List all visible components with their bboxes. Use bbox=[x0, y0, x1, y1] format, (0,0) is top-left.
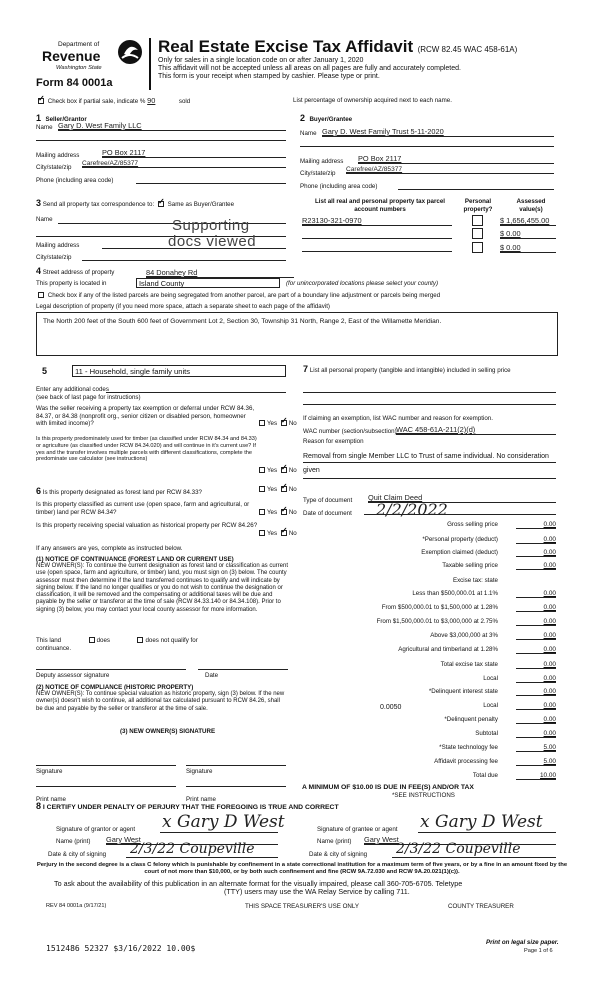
forest-yes-checkbox[interactable] bbox=[259, 486, 265, 492]
tax-row-label: From $1,500,000.01 to $3,000,000 at 2.75% bbox=[376, 618, 498, 625]
seller-city-label: City/state/zip bbox=[36, 164, 72, 171]
alt-format-line1: To ask about the availability of this publication in an alternate format for the visually impaired, please call 360-705-6705. Teletype bbox=[54, 879, 463, 888]
assessed-3[interactable]: $ 0.00 bbox=[500, 243, 556, 253]
seller-name-line2[interactable] bbox=[36, 140, 286, 141]
tax-row-amount[interactable]: 0.00 bbox=[516, 730, 556, 738]
notice-1: Only for sales in a single location code on or after January 1, 2020 bbox=[158, 57, 364, 64]
timber-answers: Yes ✓ No bbox=[257, 467, 297, 474]
segregated-checkbox[interactable] bbox=[38, 292, 44, 298]
tax-row-amount[interactable]: 0.00 bbox=[516, 688, 556, 696]
legal-desc-box[interactable] bbox=[36, 312, 558, 356]
notice-compliance-body: NEW OWNER(S): To continue special valuation as historic property, sign (3) below. If the new owner(s) doesn't wish to continue, all additional tax calculated pursuant to RCW 84.26, shall be due and payable by the seller or transferor at the time of sale. bbox=[36, 691, 285, 712]
doc-type-label: Type of document bbox=[303, 497, 353, 504]
alt-format-line2: (TTY) users may use the WA Relay Service by calling 711. bbox=[224, 887, 410, 896]
exemption-no-checkbox[interactable] bbox=[281, 420, 287, 426]
watermark-docs-viewed: docs viewed bbox=[168, 233, 257, 250]
deputy-signature-label: Deputy assessor signature bbox=[36, 672, 110, 679]
timber-yes-checkbox[interactable] bbox=[259, 467, 265, 473]
owner1-signature-label: Signature bbox=[36, 768, 63, 775]
segregated-row: Check box if any of the listed parcels are being segregated from another parcel, are part of a boundary line adjustment or parcels being merged bbox=[36, 292, 440, 299]
legal-size-note: Print on legal size paper. bbox=[486, 939, 559, 946]
tax-row-amount[interactable]: 0.00 bbox=[516, 549, 556, 557]
perjury-notice: Perjury in the second degree is a class C felony which is punishable by confinement in a state correctional institution for a maximum term of five years, or by a fine in an amount fixed by the court of not more than $10,000, or by both such confinement and fine (RCW 9A.72.030 and RCW 9A.20.021(1)(c)). bbox=[36, 862, 568, 875]
grantor-name-label: Name (print) bbox=[56, 838, 91, 845]
land-not-qualify-checkbox[interactable] bbox=[137, 637, 143, 643]
doc-date-label: Date of document bbox=[303, 510, 352, 517]
owner1-signature-line[interactable] bbox=[36, 765, 176, 766]
grantee-date-line[interactable] bbox=[392, 857, 556, 858]
corr-city-field[interactable] bbox=[82, 260, 286, 261]
personal-3-checkbox[interactable] bbox=[472, 242, 483, 253]
correspondence-row: 3 Send all property tax correspondence to: ✓ Same as Buyer/Grantee bbox=[36, 200, 234, 208]
exemption-wac-intro: If claiming an exemption, list WAC number and reason for exemption. bbox=[303, 415, 493, 422]
grantee-signature: x Gary D West bbox=[420, 812, 543, 832]
deputy-date-line[interactable] bbox=[198, 669, 288, 670]
deputy-signature-line[interactable] bbox=[36, 669, 186, 670]
personal-property-line2[interactable] bbox=[303, 404, 556, 405]
tax-row-label: Taxable selling price bbox=[442, 562, 498, 569]
parcel-col-header: List all real and personal property tax parcel account numbers bbox=[315, 198, 445, 213]
tax-row-label: Local bbox=[483, 675, 498, 682]
grantor-name-field[interactable]: Gary West bbox=[106, 835, 278, 845]
tax-row-label: *Delinquent penalty bbox=[444, 716, 498, 723]
partial-sale-label: Check box if partial sale, indicate % bbox=[47, 98, 146, 105]
tax-row-amount[interactable]: 0.00 bbox=[516, 675, 556, 683]
legal-desc-text: The North 200 feet of the South 600 feet of Government Lot 2, Section 30, Township 31 North, Range 2, East of the Willamette Meridian. bbox=[43, 318, 442, 325]
buyer-heading: 2 Buyer/Grantee bbox=[300, 113, 353, 123]
reason-field[interactable]: Removal from single Member LLC to Trust of same individual. No consideration given bbox=[303, 450, 556, 479]
wac-label: WAC number (section/subsection) bbox=[303, 428, 397, 435]
county-note: (for unincorporated locations please select your county) bbox=[286, 280, 439, 287]
grantee-date-label: Date & city of signing bbox=[309, 851, 368, 858]
grantee-name-field[interactable]: Gary West bbox=[364, 835, 556, 845]
new-owner-sig-heading: (3) NEW OWNER(S) SIGNATURE bbox=[120, 728, 216, 735]
forest-q1: 6 Is this property designated as forest land per RCW 84.33? bbox=[36, 486, 202, 496]
buyer-name-field[interactable]: Gary D. West Family Trust 5-11-2020 bbox=[322, 127, 554, 137]
land-does-checkbox[interactable] bbox=[89, 637, 95, 643]
current-use-yes-checkbox[interactable] bbox=[259, 509, 265, 515]
grantee-name-label: Name (print) bbox=[317, 838, 352, 845]
seller-mail-label: Mailing address bbox=[36, 152, 80, 159]
tax-row-amount[interactable]: 0.00 bbox=[516, 618, 556, 626]
corr-name-label: Name bbox=[36, 216, 53, 223]
owner2-signature-line[interactable] bbox=[186, 765, 286, 766]
grantor-signature: x Gary D West bbox=[162, 812, 285, 832]
revenue-swirl-icon bbox=[116, 38, 144, 66]
reason-label: Reason for exemption bbox=[303, 438, 364, 445]
header-divider bbox=[149, 38, 151, 90]
parcel-2[interactable] bbox=[302, 229, 452, 239]
grantee-sig-label: Signature of grantee or agent bbox=[317, 826, 398, 833]
page-number: Page 1 of 6 bbox=[524, 948, 553, 954]
deputy-date-label: Date bbox=[205, 672, 219, 679]
tax-row-label: *Delinquent interest state bbox=[428, 688, 498, 695]
treasurer-use: THIS SPACE TREASURER'S USE ONLY bbox=[245, 903, 359, 910]
dept-name: Revenue bbox=[42, 48, 101, 64]
tax-row-amount[interactable]: 0.00 bbox=[516, 604, 556, 612]
watermark-supporting: Supporting bbox=[172, 217, 250, 234]
continuance-label: continuance. bbox=[36, 645, 72, 652]
partial-sale-row bbox=[36, 97, 190, 105]
tax-row-amount[interactable]: 10.00 bbox=[516, 772, 556, 780]
seller-name-label: Name bbox=[36, 124, 53, 131]
current-use-no-checkbox[interactable] bbox=[281, 509, 287, 515]
parcel-1[interactable]: R23130-321-0970 bbox=[302, 216, 452, 226]
seller-heading: 1 Seller/Grantor bbox=[36, 113, 87, 123]
use-code-value: 11 - Household, single family units bbox=[75, 367, 191, 376]
page-title bbox=[158, 37, 517, 57]
county-select[interactable] bbox=[136, 278, 280, 288]
grantor-date-city: 2/3/22 Coupeville bbox=[130, 841, 255, 857]
owner2-print-label: Print name bbox=[186, 796, 216, 803]
personal-col-header: Personal property? bbox=[463, 198, 493, 213]
exemption-question: Was the seller receiving a property tax exemption or deferral under RCW 84.36, 84.37, or 84.38 (nonprofit org., senior citizen or disabled person, homeowner with limited income)? bbox=[36, 405, 255, 428]
tax-row-amount[interactable]: 0.00 bbox=[516, 536, 556, 544]
ownership-note: List percentage of ownership acquired next to each name. bbox=[293, 97, 452, 104]
historic-no-checkbox[interactable] bbox=[281, 530, 287, 536]
tax-row-label: Gross selling price bbox=[447, 521, 498, 528]
doc-type-field[interactable]: Quit Claim Deed bbox=[368, 493, 556, 503]
tax-row-label: Local bbox=[483, 702, 498, 709]
tax-row-label: Affidavit processing fee bbox=[434, 758, 498, 765]
tax-row-amount[interactable]: 5.00 bbox=[516, 744, 556, 752]
seller-name-field[interactable]: Gary D. West Family LLC bbox=[58, 121, 286, 131]
tax-row-amount[interactable]: 0.00 bbox=[516, 646, 556, 654]
tax-row-amount[interactable]: 0.00 bbox=[516, 632, 556, 640]
addl-codes-label: Enter any additional codes bbox=[36, 386, 109, 393]
exemption-answers: Yes ✓ No bbox=[257, 420, 297, 427]
buyer-mail-field[interactable]: PO Box 2117 bbox=[358, 154, 554, 164]
grantor-sig-line[interactable] bbox=[160, 832, 278, 833]
street-row: 4 Street address of property bbox=[36, 266, 115, 276]
assessed-col-header: Assessed value(s) bbox=[516, 198, 546, 213]
tax-row-label: Total excise tax state bbox=[440, 661, 498, 668]
personal-property-label: 7 List all personal property (tangible and intangible) included in selling price bbox=[303, 364, 511, 374]
owner2-print-line[interactable] bbox=[186, 786, 286, 787]
historic-yes-checkbox[interactable] bbox=[259, 530, 265, 536]
tax-row-amount[interactable]: 5.00 bbox=[516, 758, 556, 766]
buyer-city-field[interactable]: Carefree/AZ/85377 bbox=[346, 166, 554, 174]
certify-heading: 8 I CERTIFY UNDER PENALTY OF PERJURY THAT THE FOREGOING IS TRUE AND CORRECT bbox=[36, 801, 339, 811]
forest-no-checkbox[interactable] bbox=[281, 486, 287, 492]
tax-row-label: *State technology fee bbox=[439, 744, 498, 751]
forest-q3-answers: Yes ✓ No bbox=[257, 530, 297, 537]
grantee-date-city: 2/3/22 Coupeville bbox=[396, 841, 521, 857]
notice-3: This form is your receipt when stamped by cashier. Please type or print. bbox=[158, 73, 380, 80]
notice-continuance-body: NEW OWNER(S): To continue the current designation as forest land or classification as current use (open space, farm and agriculture, or timber) land, you must sign on (3) below. The county assessor must then determine if the land transferred continues to qualify and will indicate by signing below. If the land no longer qualifies or you do not wish to continue the designation or classification, it will be removed and the compensating or additional taxes will be due and payable by the seller or transferor at the time of sale (RCW 84.33.140 or 84.34.108). Prior to signing (3) below, you may contact your local county assessor for more information. bbox=[36, 563, 288, 613]
minimum-due-notice: A MINIMUM OF $10.00 IS DUE IN FEE(S) AND/OR TAX bbox=[302, 784, 474, 791]
notice-compliance-heading: (2) NOTICE OF COMPLIANCE (HISTORIC PROPERTY) bbox=[36, 684, 194, 691]
buyer-name-label: Name bbox=[300, 130, 317, 137]
tax-row-amount[interactable]: 0.00 bbox=[516, 521, 556, 529]
corr-city-label: City/state/zip bbox=[36, 254, 72, 261]
grantee-sig-line[interactable] bbox=[418, 832, 556, 833]
forest-q3: Is this property receiving special valuation as historical property per RCW 84.26? bbox=[36, 522, 258, 529]
tax-row-label: Above $3,000,000 at 3% bbox=[430, 632, 498, 639]
buyer-mail-label: Mailing address bbox=[300, 158, 344, 165]
tax-row-label: Agricultural and timberland at 1.28% bbox=[398, 646, 498, 653]
tax-row-amount[interactable]: 0.00 bbox=[516, 702, 556, 710]
dept-line1: Department of bbox=[58, 41, 100, 48]
personal-property-line1[interactable] bbox=[303, 392, 556, 393]
partial-sale-sold: sold bbox=[178, 98, 191, 105]
land-qualify-row: This land does does not qualify for bbox=[36, 637, 198, 644]
seller-city-field[interactable]: Carefree/AZ/85377 bbox=[82, 160, 286, 168]
doc-date-handwritten: 2/2/2022 bbox=[376, 500, 448, 519]
partial-sale-checkbox[interactable] bbox=[38, 98, 44, 104]
tax-row-label: Excise tax: state bbox=[452, 577, 498, 584]
use-code-select[interactable] bbox=[72, 365, 286, 377]
forest-q2-answers: Yes ✓ No bbox=[257, 509, 297, 516]
tax-row-label: Exemption claimed (deduct) bbox=[421, 549, 498, 556]
addl-codes-note: (see back of last page for instructions) bbox=[36, 394, 141, 401]
form-number: Form 84 0001a bbox=[36, 77, 113, 89]
tax-row-amount[interactable]: 0.00 bbox=[516, 562, 556, 570]
tax-row-label: Total due bbox=[472, 772, 498, 779]
grantor-date-line[interactable] bbox=[126, 857, 278, 858]
tax-row-label: From $500,000.01 to $1,500,000 at 1.28% bbox=[381, 604, 498, 611]
exemption-yes-checkbox[interactable] bbox=[259, 420, 265, 426]
buyer-phone-label: Phone (including area code) bbox=[300, 183, 378, 190]
grantor-date-label: Date & city of signing bbox=[48, 851, 107, 858]
street-field[interactable]: 84 Donahey Rd bbox=[146, 268, 294, 278]
notice-2: This affidavit will not be accepted unless all areas on all pages are fully and accurately completed. bbox=[158, 65, 461, 72]
assessed-2[interactable]: $ 0.00 bbox=[500, 229, 556, 239]
statute-text: (RCW 82.45 WAC 458-61A) bbox=[417, 45, 518, 54]
tax-row-amount[interactable]: 0.00 bbox=[516, 716, 556, 724]
seller-phone-field[interactable] bbox=[136, 183, 286, 184]
assessed-1[interactable]: $ 1,656,455.00 bbox=[500, 216, 556, 226]
timber-no-checkbox[interactable] bbox=[281, 467, 287, 473]
personal-1-checkbox[interactable] bbox=[472, 215, 483, 226]
county-value: Island County bbox=[139, 279, 185, 288]
tax-row-label: Subtotal bbox=[475, 730, 498, 737]
notice-continuance-heading: (1) NOTICE OF CONTINUANCE (FOREST LAND OR CURRENT USE) bbox=[36, 556, 234, 563]
addl-codes-field[interactable] bbox=[106, 392, 286, 393]
buyer-phone-field[interactable] bbox=[398, 189, 554, 190]
title-text: Real Estate Excise Tax Affidavit bbox=[158, 37, 414, 56]
corr-mail-label: Mailing address bbox=[36, 242, 80, 249]
reason-line-top bbox=[303, 462, 556, 463]
cashier-stamp: 1512486 52327 $3/16/2022 10.00$ bbox=[46, 944, 196, 953]
owner1-print-label: Print name bbox=[36, 796, 66, 803]
forest-q1-answers: Yes ✓ No bbox=[257, 486, 297, 493]
legal-desc-label: Legal description of property (if you need more space, attach a separate sheet to each page of the affidavit) bbox=[36, 303, 330, 310]
rev-number: REV 84 0001a (9/17/21) bbox=[46, 903, 107, 909]
parcel-3[interactable] bbox=[302, 242, 452, 252]
forest-instructions: If any answers are yes, complete as instructed below. bbox=[36, 545, 183, 552]
partial-sale-pct[interactable]: 90 bbox=[147, 96, 156, 105]
personal-2-checkbox[interactable] bbox=[472, 228, 483, 239]
dept-state: Washington State bbox=[56, 65, 102, 71]
see-instructions: *SEE INSTRUCTIONS bbox=[392, 792, 455, 799]
buyer-name-line2[interactable] bbox=[300, 146, 554, 147]
owner1-print-line[interactable] bbox=[36, 786, 176, 787]
grantor-sig-label: Signature of grantor or agent bbox=[56, 826, 136, 833]
tax-row-amount[interactable]: 0.00 bbox=[516, 661, 556, 669]
tax-row-amount[interactable]: 0.00 bbox=[516, 590, 556, 598]
local-rate: 0.0050 bbox=[380, 704, 402, 711]
county-label: This property is located in bbox=[36, 280, 107, 287]
owner2-signature-label: Signature bbox=[186, 768, 213, 775]
seller-phone-label: Phone (including area code) bbox=[36, 177, 114, 184]
buyer-city-label: City/state/zip bbox=[300, 170, 336, 177]
forest-q2: Is this property classified as current use (open space, farm and agricultural, or timber) land per RCW 84.34? bbox=[36, 501, 250, 516]
seller-mail-field[interactable]: PO Box 2117 bbox=[102, 148, 286, 158]
timber-question: Is this property predominately used for timber (as classified under RCW 84.34 and 84.33) or agriculture (as classified under RCW 84.34.020) and will continue in it's current use? If yes and the transfer involves multiple parcels with different classifications, complete the predominate use calculator (see instructions) bbox=[36, 436, 257, 463]
use-num: 5 bbox=[42, 366, 48, 376]
tax-row-label: Less than $500,000.01 at 1.1% bbox=[412, 590, 498, 597]
tax-row-label: *Personal property (deduct) bbox=[422, 536, 498, 543]
same-as-buyer-checkbox[interactable] bbox=[158, 201, 164, 207]
county-treasurer: COUNTY TREASURER bbox=[448, 903, 514, 910]
wac-field[interactable]: WAC 458-61A-211(2)(d) bbox=[396, 425, 556, 435]
